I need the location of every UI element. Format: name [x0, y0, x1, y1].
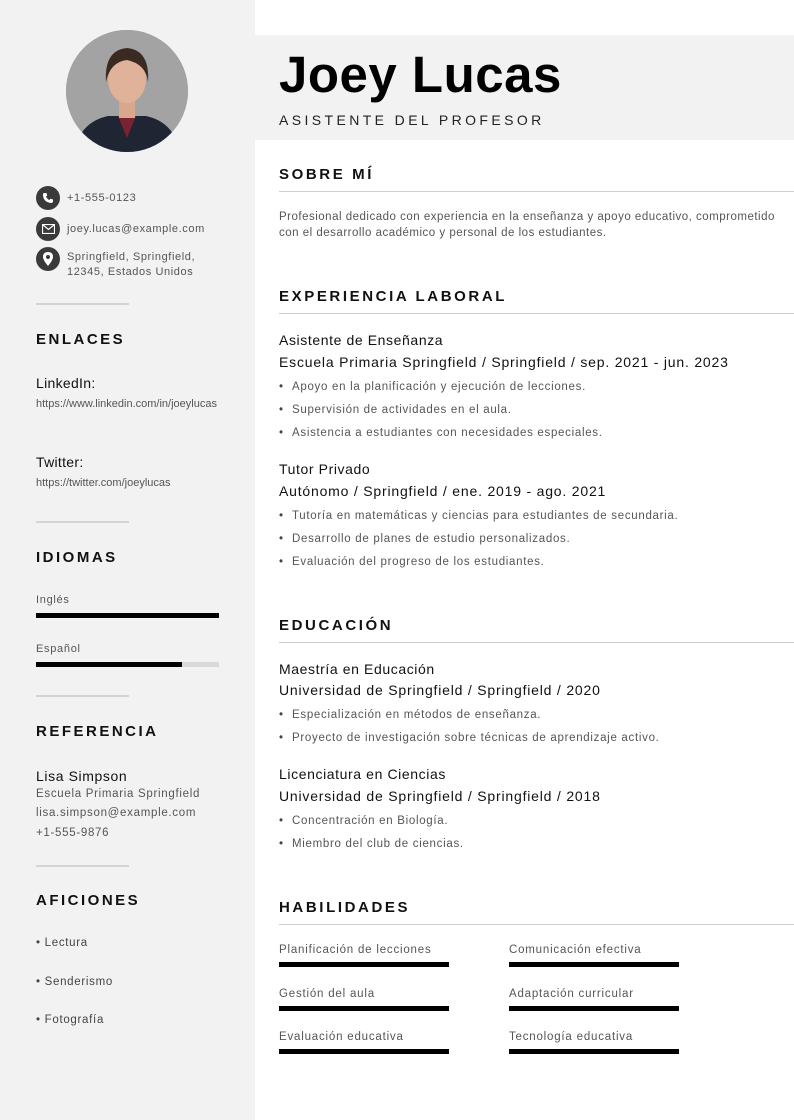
skill-bar — [279, 962, 449, 967]
degree-meta: Universidad de Springfield / Springfield / 2020 — [279, 682, 601, 698]
job-bullet: • Supervisión de actividades en el aula. — [279, 404, 512, 416]
twitter-label: Twitter: — [36, 454, 84, 470]
job-title: Asistente de Enseñanza — [279, 332, 444, 348]
profile-photo — [66, 30, 188, 152]
job-bullet: • Apoyo en la planificación y ejecución de lecciones. — [279, 381, 586, 393]
skill-name: Planificación de lecciones — [279, 944, 432, 956]
hobbies-heading: AFICIONES — [36, 892, 141, 909]
skill-bar-fill — [279, 1006, 449, 1011]
skill-bar-fill — [509, 1006, 679, 1011]
degree-meta: Universidad de Springfield / Springfield / 2018 — [279, 788, 601, 804]
contact-address — [36, 247, 195, 280]
address-line1: Springfield, Springfield, — [67, 251, 196, 263]
contact-email — [36, 217, 205, 241]
skill-bar-fill — [279, 1049, 449, 1054]
person-role: ASISTENTE DEL PROFESOR — [279, 112, 545, 128]
hobby-item: • Senderismo — [36, 976, 113, 988]
reference-phone: +1-555-9876 — [36, 827, 110, 839]
skill-bar-fill — [509, 1049, 679, 1054]
job-bullet: • Desarrollo de planes de estudio personalizados. — [279, 533, 571, 545]
languages-heading: IDIOMAS — [36, 549, 118, 566]
divider — [36, 865, 129, 867]
degree-bullet: • Especialización en métodos de enseñanza. — [279, 709, 542, 721]
degree-bullet: • Miembro del club de ciencias. — [279, 838, 464, 850]
skill-name: Evaluación educativa — [279, 1031, 404, 1043]
header — [255, 35, 794, 140]
skill-name: Tecnología educativa — [509, 1031, 634, 1043]
person-name: Joey Lucas — [279, 46, 562, 103]
skill-bar — [509, 1006, 679, 1011]
divider — [36, 695, 129, 697]
reference-org: Escuela Primaria Springfield — [36, 788, 201, 800]
degree-bullet: • Proyecto de investigación sobre técnicas de aprendizaje activo. — [279, 732, 660, 744]
experience-heading: EXPERIENCIA LABORAL — [279, 288, 508, 305]
skill-name: Gestión del aula — [279, 988, 375, 1000]
skill-name: Adaptación curricular — [509, 988, 634, 1000]
job-title: Tutor Privado — [279, 461, 371, 477]
contact-phone — [36, 186, 136, 210]
skill-bar-fill — [509, 962, 679, 967]
twitter-link[interactable]: https://twitter.com/joeylucas — [36, 477, 171, 489]
sidebar — [0, 0, 255, 1120]
education-heading: EDUCACIÓN — [279, 617, 394, 634]
section-rule — [279, 313, 794, 314]
skill-bar — [279, 1006, 449, 1011]
about-text: Profesional dedicado con experiencia en la enseñanza y apoyo educativo, comprometido con el desarrollo académico y personal de los estudiantes. — [279, 211, 775, 239]
job-bullet: • Evaluación del progreso de los estudiantes. — [279, 556, 545, 568]
degree-title: Licenciatura en Ciencias — [279, 766, 446, 782]
skill-bar-fill — [279, 962, 449, 967]
language-bar — [36, 662, 219, 667]
hobby-item: • Fotografía — [36, 1014, 105, 1026]
language-name: Español — [36, 643, 81, 655]
divider — [36, 303, 129, 305]
language-bar — [36, 613, 219, 618]
skill-bar — [509, 962, 679, 967]
reference-name: Lisa Simpson — [36, 768, 128, 784]
hobby-item: • Lectura — [36, 937, 88, 949]
reference-email: lisa.simpson@example.com — [36, 807, 197, 819]
about-heading: SOBRE MÍ — [279, 166, 374, 183]
email-text: joey.lucas@example.com — [67, 223, 205, 235]
portrait-image — [66, 30, 188, 152]
skill-name: Comunicación efectiva — [509, 944, 642, 956]
divider — [36, 521, 129, 523]
job-meta: Autónomo / Springfield / ene. 2019 - ago. 2021 — [279, 483, 607, 499]
address-text — [67, 250, 195, 280]
section-rule — [279, 191, 794, 192]
job-bullet: • Tutoría en matemáticas y ciencias para estudiantes de secundaria. — [279, 510, 679, 522]
reference-heading: REFERENCIA — [36, 723, 159, 740]
degree-title: Maestría en Educación — [279, 661, 435, 677]
location-pin-icon — [36, 247, 60, 271]
language-bar-fill — [36, 662, 182, 667]
job-meta: Escuela Primaria Springfield / Springfield / sep. 2021 - jun. 2023 — [279, 354, 729, 370]
phone-text: +1-555-0123 — [67, 192, 137, 204]
skills-heading: HABILIDADES — [279, 899, 411, 916]
linkedin-link[interactable]: https://www.linkedin.com/in/joeylucas — [36, 398, 217, 410]
phone-icon — [36, 186, 60, 210]
degree-bullet: • Concentración en Biología. — [279, 815, 449, 827]
skill-bar — [279, 1049, 449, 1054]
linkedin-label: LinkedIn: — [36, 375, 96, 391]
language-bar-fill — [36, 613, 219, 618]
job-bullet: • Asistencia a estudiantes con necesidades especiales. — [279, 427, 603, 439]
language-name: Inglés — [36, 594, 70, 606]
mail-icon — [36, 217, 60, 241]
skill-bar — [509, 1049, 679, 1054]
section-rule — [279, 924, 794, 925]
links-heading: ENLACES — [36, 331, 126, 348]
address-line2: 12345, Estados Unidos — [67, 266, 194, 278]
main-content — [255, 0, 794, 1120]
section-rule — [279, 642, 794, 643]
